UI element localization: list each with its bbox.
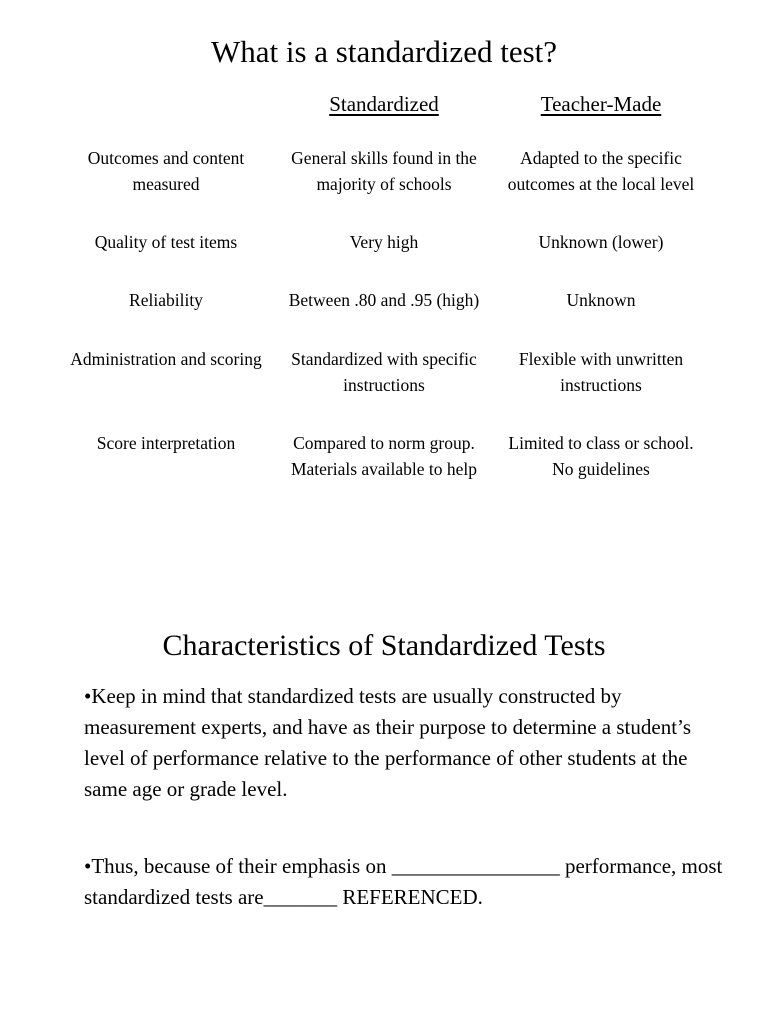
row-label-quality: Quality of test items <box>94 232 238 252</box>
cell-standardized-interpretation: Compared to norm group. Materials available to help <box>290 433 478 479</box>
bullet-point-referenced: •Thus, because of their emphasis on ________________ performance, most standardized tests are_______ REFERENCED. <box>84 854 723 909</box>
cell-standardized-outcomes: General skills found in the majority of schools <box>291 148 477 194</box>
slide2-title: Characteristics of Standardized Tests <box>162 629 606 662</box>
column-header-teacher-made: Teacher-Made <box>540 92 662 116</box>
bullet-point-experts: •Keep in mind that standardized tests are usually constructed by measurement experts, and have as their purpose to determine a student’s level of performance relative to the performance of other students at the same age or grade level. <box>84 684 692 801</box>
row-label-interpretation: Score interpretation <box>96 433 236 453</box>
cell-standardized-reliability: Between .80 and .95 (high) <box>288 290 480 310</box>
row-label-reliability: Reliability <box>129 290 203 310</box>
cell-standardized-quality: Very high <box>349 232 419 252</box>
cell-teacher-made-administration: Flexible with unwritten instructions <box>518 349 684 395</box>
row-label-outcomes: Outcomes and content measured <box>87 148 245 194</box>
cell-teacher-made-quality: Unknown (lower) <box>538 232 664 252</box>
cell-standardized-administration: Standardized with specific instructions <box>291 349 477 395</box>
cell-teacher-made-outcomes: Adapted to the specific outcomes at the local level <box>507 148 695 194</box>
column-header-standardized: Standardized <box>329 92 439 116</box>
row-label-administration: Administration and scoring <box>70 349 262 369</box>
cell-teacher-made-interpretation: Limited to class or school. No guidelines <box>508 433 694 479</box>
slide1-title: What is a standardized test? <box>210 34 558 69</box>
cell-teacher-made-reliability: Unknown <box>566 290 636 310</box>
